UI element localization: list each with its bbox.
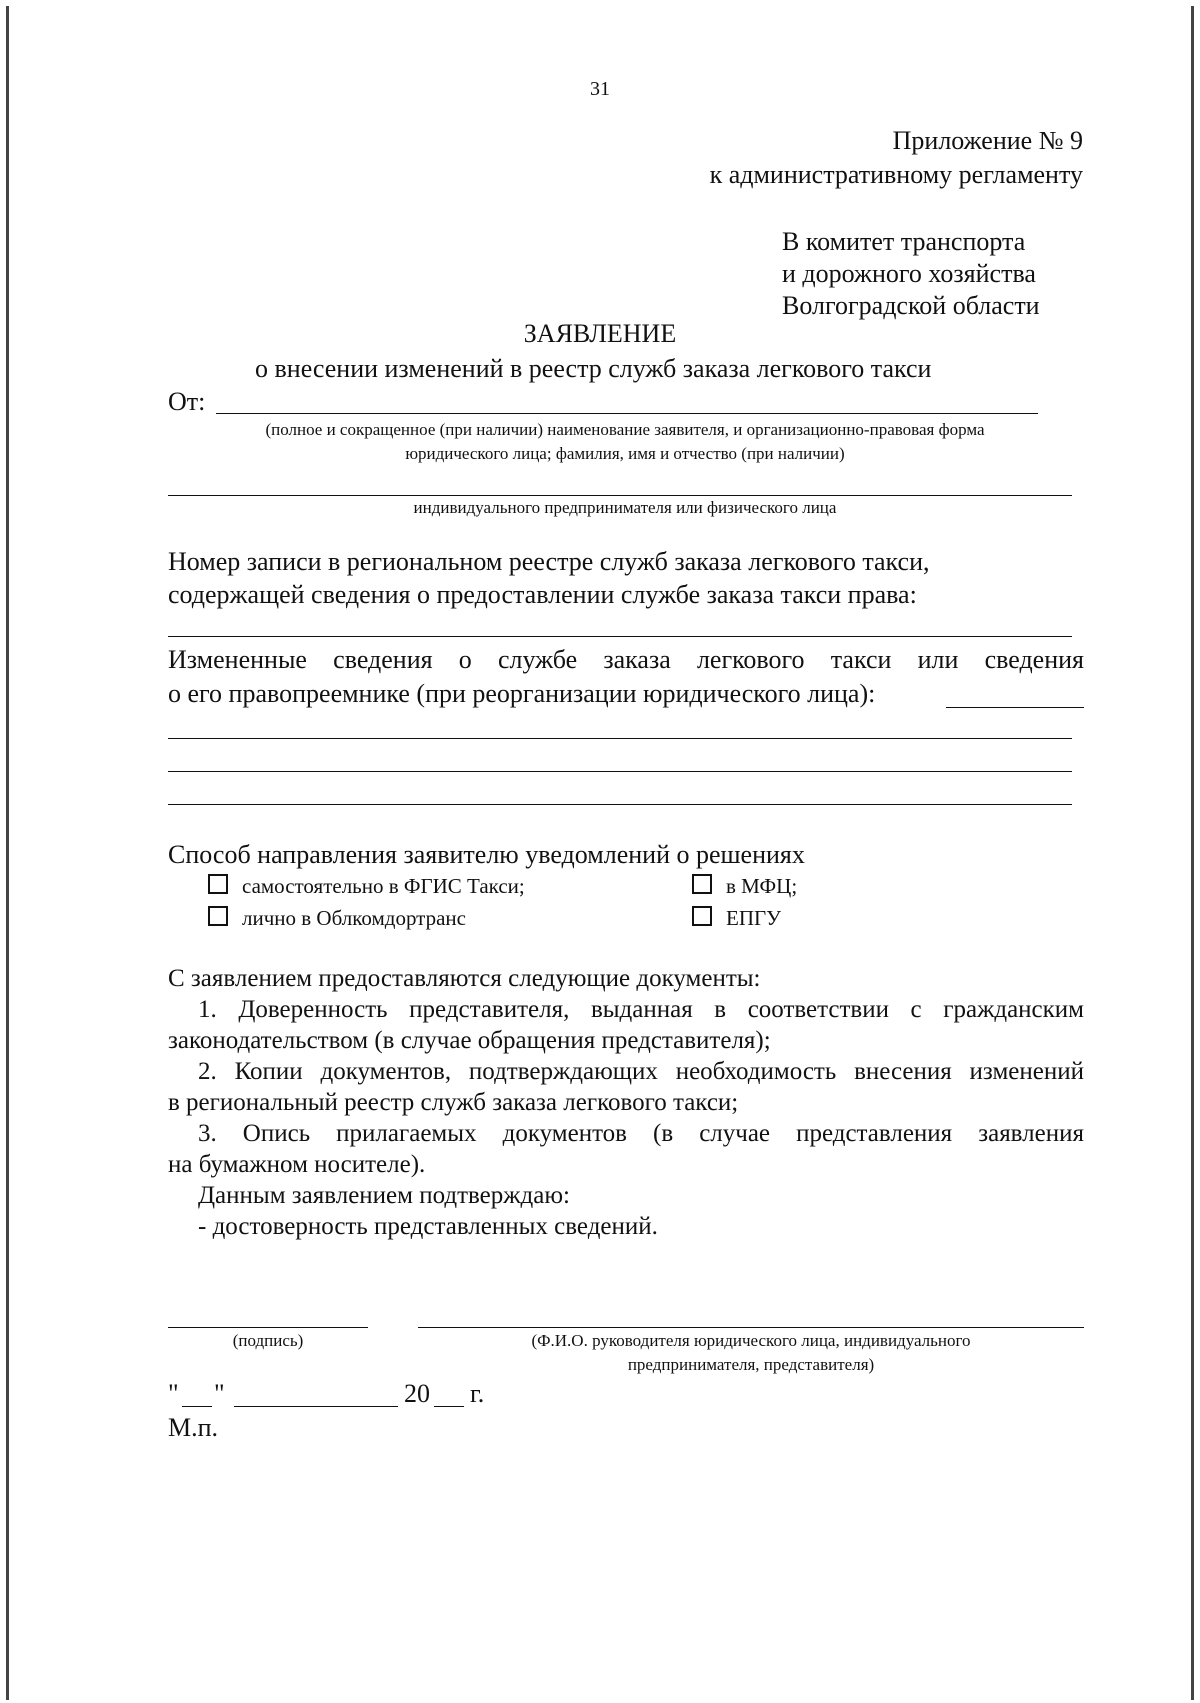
changes-text-2: о его правопреемнике (при реорганизации юридического лица):: [168, 679, 876, 708]
addressee-line: В комитет транспорта: [782, 227, 1026, 256]
changes-field-line[interactable]: [168, 738, 1072, 739]
date-month-field[interactable]: [234, 1406, 398, 1407]
registry-record-field[interactable]: [168, 636, 1072, 637]
checkbox-icon[interactable]: [208, 906, 228, 926]
document-item-1-cont: законодательством (в случае обращения представителя);: [168, 1027, 771, 1054]
date-year-prefix: 20: [404, 1379, 430, 1408]
option-label: лично в Облкомдортранс: [242, 906, 466, 930]
changes-field-line[interactable]: [168, 771, 1072, 772]
applicant-caption-3: индивидуального предпринимателя или физического лица: [413, 498, 837, 517]
option-in-person[interactable]: [208, 906, 466, 931]
confirm-item: - достоверность представленных сведений.: [198, 1213, 658, 1240]
document-item-1: 1. Доверенность представителя, выданная в соответствии с гражданским: [198, 996, 1084, 1023]
date-open-quote: ": [168, 1379, 179, 1408]
signature-field[interactable]: [168, 1327, 368, 1328]
full-name-caption-1: (Ф.И.О. руководителя юридического лица, индивидуального: [531, 1331, 971, 1350]
applicant-caption-1: (полное и сокращенное (при наличии) наименование заявителя, и организационно-правовая форма: [265, 420, 985, 439]
option-fgis-taxi[interactable]: [208, 874, 525, 899]
from-label: От:: [168, 387, 206, 416]
confirm-heading: Данным заявлением подтверждаю:: [198, 1182, 570, 1209]
document-subtitle: о внесении изменений в реестр служб заказа легкового такси: [255, 354, 932, 383]
checkbox-icon[interactable]: [692, 874, 712, 894]
option-label: ЕПГУ: [726, 906, 782, 930]
document-title: ЗАЯВЛЕНИЕ: [523, 319, 677, 348]
appendix-header: [710, 124, 1083, 192]
appendix-regulation: к административному регламенту: [709, 160, 1083, 189]
appendix-number: Приложение № 9: [892, 126, 1083, 155]
changes-field-line[interactable]: [168, 804, 1072, 805]
applicant-caption-2: юридического лица; фамилия, имя и отчество (при наличии): [405, 444, 845, 463]
date-year-suffix: г.: [470, 1379, 485, 1408]
option-label: самостоятельно в ФГИС Такси;: [242, 874, 525, 898]
registry-record-text-1: Номер записи в региональном реестре служб заказа легкового такси,: [168, 547, 930, 576]
document-item-3: 3. Опись прилагаемых документов (в случае представления заявления: [198, 1120, 1084, 1147]
checkbox-icon[interactable]: [208, 874, 228, 894]
changes-field-inline[interactable]: [946, 707, 1084, 708]
signature-caption: (подпись): [232, 1331, 304, 1350]
option-label: в МФЦ;: [726, 874, 798, 898]
document-item-2-cont: в региональный реестр служб заказа легкового такси;: [168, 1089, 739, 1116]
applicant-name-field-2[interactable]: [168, 495, 1072, 496]
addressee-block: [782, 226, 1040, 322]
seal-label: М.п.: [168, 1413, 219, 1442]
date-day-field[interactable]: [182, 1406, 212, 1407]
document-item-3-cont: на бумажном носителе).: [168, 1151, 426, 1178]
option-epgu[interactable]: [692, 906, 781, 931]
checkbox-icon[interactable]: [692, 906, 712, 926]
date-year-field[interactable]: [434, 1406, 464, 1407]
option-mfc[interactable]: [692, 874, 797, 899]
applicant-name-field[interactable]: [216, 413, 1038, 414]
registry-record-text-2: содержащей сведения о предоставлении службе заказа такси права:: [168, 580, 917, 609]
changes-text-1: Измененные сведения о службе заказа легкового такси или сведения: [168, 645, 1084, 674]
addressee-line: и дорожного хозяйства: [782, 259, 1036, 288]
document-item-2: 2. Копии документов, подтверждающих необходимость внесения изменений: [198, 1058, 1084, 1085]
full-name-caption-2: предпринимателя, представителя): [627, 1355, 875, 1374]
notification-heading: Способ направления заявителю уведомлений о решениях: [168, 840, 805, 869]
date-close-quote: ": [214, 1379, 225, 1408]
documents-heading: С заявлением предоставляются следующие документы:: [168, 965, 761, 992]
addressee-line: Волгоградской области: [782, 291, 1040, 320]
page-number: 31: [590, 78, 610, 100]
full-name-field[interactable]: [418, 1327, 1084, 1328]
